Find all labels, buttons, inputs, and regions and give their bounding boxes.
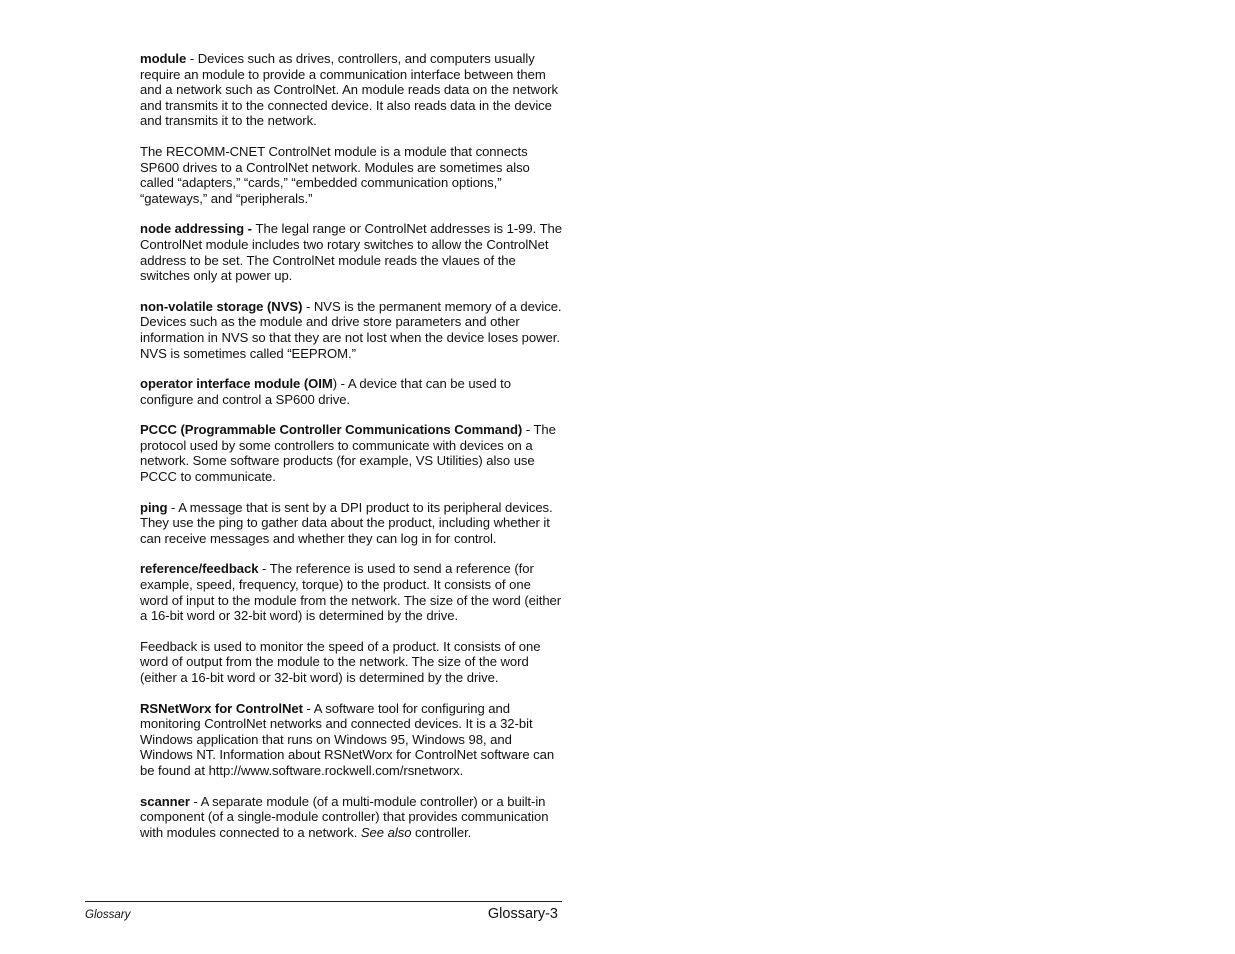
see-also-label: See also [360, 824, 412, 840]
glossary-entry-reference-feedback [140, 561, 562, 623]
glossary-term: PCCC (Programmable Controller Communications Command) [140, 422, 523, 438]
glossary-term: non-volatile storage (NVS) [140, 298, 303, 314]
glossary-term: node addressing - [140, 221, 256, 237]
glossary-term: RSNetWorx for ControlNet [140, 700, 303, 716]
glossary-term: operator interface module (OIM [140, 376, 333, 392]
glossary-entry-module [140, 51, 562, 129]
glossary-definition: - A software tool for configuring and monitoring ControlNet networks and connected devices. It is a 32-bit Windows application that runs on Windows 95, Windows 98, and Windows NT. Information about RSNetWorx for ControlNet software can be found at http://www.software.rockwell.com/rsnetworx. [140, 700, 555, 778]
glossary-term: scanner [140, 793, 190, 809]
footer-section-title: Glossary [85, 909, 131, 921]
glossary-definition: - A separate module (of a multi-module controller) or a built-in component (of a single-module controller) that provides communication with modules connected to a network. [140, 793, 549, 840]
glossary-entry-scanner [140, 794, 562, 841]
glossary-entry-nvs [140, 299, 562, 361]
glossary-definition: - Devices such as drives, controllers, and computers usually require an module to provide a communication interface between them and a network such as ControlNet. An module reads data on the network and transmits it to the connected device. It also reads data in the device and transmits it to the network. [140, 51, 558, 129]
glossary-term: module [140, 51, 187, 66]
glossary-definition: - A message that is sent by a DPI product to its peripheral devices. They use the ping to gather data about the product, including whether it can receive messages and whether they can log in for control. [140, 499, 553, 546]
glossary-entry-pccc [140, 422, 562, 484]
glossary-entry-node-addressing [140, 221, 562, 283]
glossary-definition: ) - A device that can be used to configure and control a SP600 drive. [140, 376, 511, 407]
see-also-target: controller. [411, 824, 472, 840]
glossary-entry-ping [140, 500, 562, 547]
glossary-paragraph-feedback [140, 639, 562, 686]
glossary-definition: - The reference is used to send a reference (for example, speed, frequency, torque) to the product. It consists of one word of input to the module from the network. The size of the word (either a 16-bit word or 32-bit word) is determined by the drive. [140, 561, 562, 624]
glossary-definition: - NVS is the permanent memory of a device. Devices such as the module and drive store parameters and other information in NVS so that they are not lost when the device loses power. NVS is sometimes called “EEPROM.” [140, 298, 562, 361]
glossary-definition: - The protocol used by some controllers to communicate with devices on a network. Some software products (for example, VS Utilities) also use PCCC to communicate. [140, 422, 556, 485]
glossary-entry-rsnetworx [140, 701, 562, 779]
glossary-paragraph-recomm-cnet [140, 144, 562, 206]
footer-page-number: Glossary-3 [487, 906, 558, 922]
glossary-content [140, 51, 562, 855]
glossary-definition: The legal range or ControlNet addresses is 1-99. The ControlNet module includes two rotary switches to allow the ControlNet address to be set. The ControlNet module reads the vlaues of the switches only at power up. [140, 221, 563, 284]
glossary-paragraph-text: Feedback is used to monitor the speed of a product. It consists of one word of output from the module to the network. The size of the word (either a 16-bit word or 32-bit word) is determined by the drive. [140, 638, 541, 685]
glossary-entry-oim [140, 376, 562, 407]
footer-divider [85, 901, 562, 902]
glossary-paragraph-text: The RECOMM-CNET ControlNet module is a module that connects SP600 drives to a ControlNet network. Modules are sometimes also called “adapters,” “cards,” “embedded communication options,” “gateways,” and “peripherals.” [140, 143, 530, 206]
glossary-term: reference/feedback [140, 561, 259, 577]
glossary-term: ping [140, 499, 168, 515]
